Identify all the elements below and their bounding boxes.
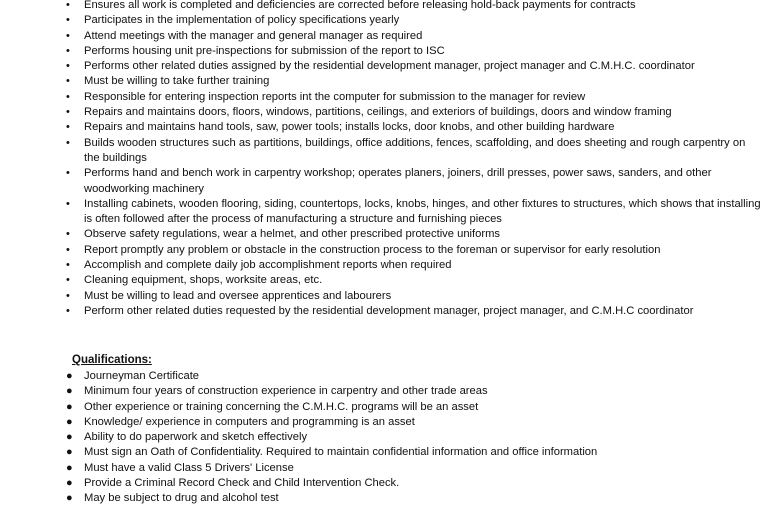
list-item (62, 384, 762, 399)
qualification-text: Minimum four years of construction experience in carpentry and other trade areas (84, 385, 488, 398)
bullet-icon: • (66, 228, 70, 241)
bullet-icon: • (66, 60, 70, 73)
qualifications-heading: Qualifications: (72, 354, 152, 366)
duty-text: Perform other related duties requested by the residential development manager, project manager, and C.M.H.C coordinator (84, 304, 694, 317)
qualification-text: Must have a valid Class 5 Drivers' License (84, 461, 294, 474)
bullet-icon: • (66, 274, 70, 287)
bullet-icon: • (66, 106, 70, 119)
list-item (62, 13, 762, 28)
bullet-icon: • (66, 14, 70, 27)
duty-text: Performs other related duties assigned by the residential development manager, project manager and C.M.H.C. coordinator (84, 60, 695, 73)
bullet-icon: • (66, 136, 70, 149)
list-item (62, 74, 762, 89)
list-item (62, 105, 762, 120)
bullet-icon: ● (66, 492, 73, 505)
bullet-icon: ● (66, 400, 73, 413)
list-item (62, 476, 762, 491)
bullet-icon: ● (66, 385, 73, 398)
bullet-icon: • (66, 75, 70, 88)
qualification-text: Must sign an Oath of Confidentiality. Required to maintain confidential information and office information (84, 446, 598, 459)
list-item (62, 197, 762, 228)
duty-text: Ensures all work is completed and deficiencies are corrected before releasing hold-back payments for contracts (84, 0, 636, 11)
qualifications-list (62, 369, 762, 507)
bullet-icon: • (66, 167, 70, 180)
bullet-icon: • (66, 0, 70, 11)
duty-text: Report promptly any problem or obstacle in the construction process to the foreman or supervisor for early resolution (84, 243, 661, 256)
list-item (62, 258, 762, 273)
list-item (62, 415, 762, 430)
duty-text: Cleaning equipment, shops, worksite areas, etc. (84, 274, 323, 287)
qualification-text: Ability to do paperwork and sketch effectively (84, 431, 308, 444)
bullet-icon: • (66, 289, 70, 302)
bullet-icon: • (66, 29, 70, 42)
bullet-icon: • (66, 259, 70, 272)
list-item (62, 289, 762, 304)
duties-list (62, 0, 762, 319)
list-item (62, 445, 762, 460)
duty-text: Installing cabinets, wooden flooring, siding, countertops, locks, knobs, hinges, and other fixtures to structures, which shows that installing is often followed after the process of manufacturing a structure and furnishing pieces (84, 197, 761, 226)
duty-text: Observe safety regulations, wear a helmet, and other prescribed protective uniforms (84, 228, 501, 241)
duty-text: Builds wooden structures such as partitions, buildings, office additions, fences, scaffolding, and does sheeting and rough carpentry on the buildings (84, 136, 746, 164)
bullet-icon: ● (66, 446, 73, 459)
list-item (62, 304, 762, 319)
list-item (62, 120, 762, 135)
list-item (62, 227, 762, 242)
list-item (62, 90, 762, 105)
duty-text: Performs hand and bench work in carpentry workshop; operates planers, joiners, drill presses, power saws, sanders, and other woodworking machinery (84, 167, 712, 195)
list-item (62, 0, 762, 13)
duty-text: Must be willing to lead and oversee apprentices and labourers (84, 289, 392, 302)
list-item (62, 166, 762, 197)
duty-text: Attend meetings with the manager and general manager as required (84, 29, 423, 42)
bullet-icon: • (66, 121, 70, 134)
duty-text: Must be willing to take further training (84, 75, 270, 88)
duty-text: Repairs and maintains hand tools, saw, power tools; installs locks, door knobs, and other building hardware (84, 121, 615, 134)
list-item (62, 400, 762, 415)
bullet-icon: ● (66, 415, 73, 428)
bullet-icon: • (66, 304, 70, 317)
duty-text: Repairs and maintains doors, floors, windows, partitions, ceilings, and exteriors of buildings, doors and window framing (84, 106, 672, 119)
bullet-icon: • (66, 44, 70, 57)
list-item (62, 59, 762, 74)
list-item (62, 369, 762, 384)
list-item (62, 29, 762, 44)
bullet-icon: • (66, 197, 70, 210)
duty-text: Performs housing unit pre-inspections for submission of the report to ISC (84, 44, 445, 57)
qualification-text: Journeyman Certificate (84, 370, 200, 382)
list-item (62, 136, 762, 167)
list-item (62, 491, 762, 506)
list-item (62, 44, 762, 59)
qualification-text: May be subject to drug and alcohol test (84, 492, 279, 505)
list-item (62, 273, 762, 288)
duty-text: Participates in the implementation of policy specifications yearly (84, 14, 400, 27)
bullet-icon: ● (66, 461, 73, 474)
bullet-icon: ● (66, 370, 73, 382)
list-item (62, 461, 762, 476)
qualification-text: Other experience or training concerning the C.M.H.C. programs will be an asset (84, 400, 479, 413)
bullet-icon: ● (66, 431, 73, 444)
duty-text: Accomplish and complete daily job accomplishment reports when required (84, 259, 452, 272)
list-item (62, 243, 762, 258)
qualification-text: Provide a Criminal Record Check and Child Intervention Check. (84, 477, 400, 490)
qualification-text: Knowledge/ experience in computers and programming is an asset (84, 415, 415, 428)
list-item (62, 430, 762, 445)
bullet-icon: • (66, 90, 70, 103)
bullet-icon: • (66, 243, 70, 256)
bullet-icon: ● (66, 477, 73, 490)
duty-text: Responsible for entering inspection reports int the computer for submission to the manager for review (84, 90, 586, 103)
